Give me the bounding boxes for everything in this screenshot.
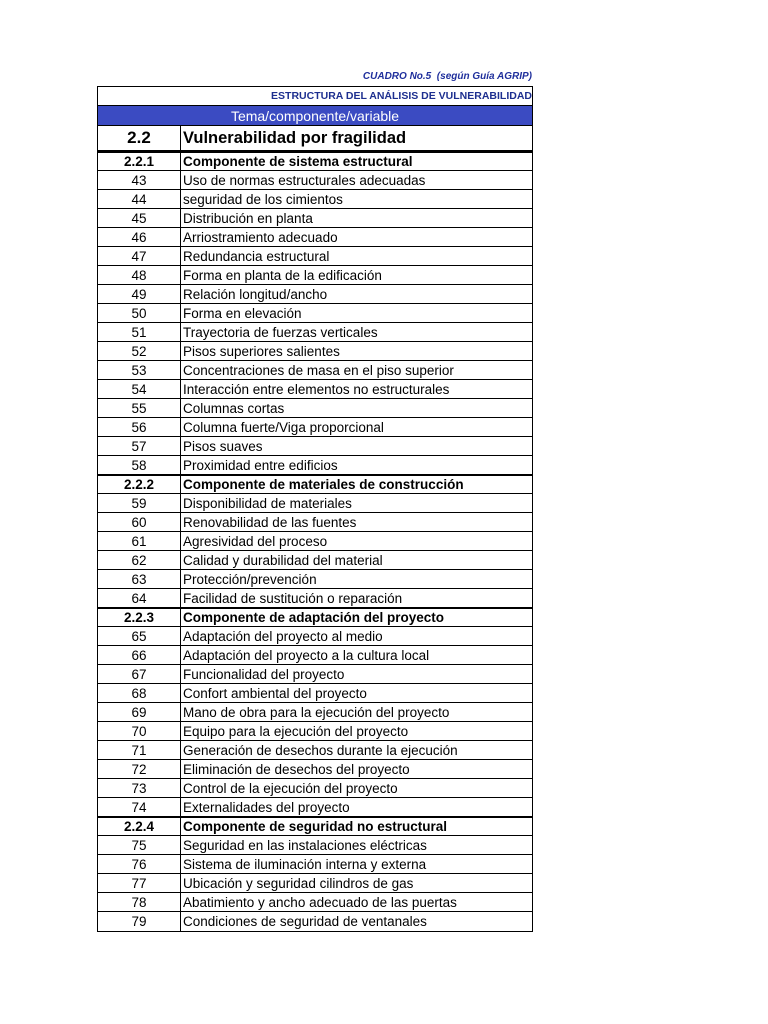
item-label: Renovabilidad de las fuentes	[183, 515, 357, 530]
table-row	[98, 722, 532, 741]
table-row	[98, 627, 532, 646]
table-row	[98, 551, 532, 570]
vulnerability-table	[97, 86, 533, 932]
item-label: Interacción entre elementos no estructurales	[183, 382, 450, 397]
item-code: 73	[98, 779, 181, 797]
item-code: 79	[98, 912, 181, 931]
item-label: Condiciones de seguridad de ventanales	[183, 914, 427, 929]
item-label: Facilidad de sustitución o reparación	[183, 591, 403, 606]
table-row	[98, 418, 532, 437]
table-row	[98, 741, 532, 760]
item-code: 52	[98, 342, 181, 360]
item-label: Arriostramiento adecuado	[183, 230, 338, 245]
item-label: Distribución en planta	[183, 211, 313, 226]
section-label: Componente de adaptación del proyecto	[183, 610, 445, 625]
item-label: Relación longitud/ancho	[183, 287, 328, 302]
item-label: Trayectoria de fuerzas verticales	[183, 325, 378, 340]
item-label: Mano de obra para la ejecución del proyecto	[183, 705, 450, 720]
section-label: Componente de seguridad no estructural	[183, 819, 448, 834]
item-label: Agresividad del proceso	[183, 534, 328, 549]
table-row	[98, 266, 532, 285]
table-row	[98, 513, 532, 532]
table-row	[98, 209, 532, 228]
table-row	[98, 494, 532, 513]
item-label: Equipo para la ejecución del proyecto	[183, 724, 409, 739]
section-code: 2.2.4	[98, 817, 181, 835]
item-label: Adaptación del proyecto al medio	[183, 629, 383, 644]
table-row	[98, 779, 532, 798]
table-row	[98, 836, 532, 855]
item-code: 70	[98, 722, 181, 740]
table-row	[98, 285, 532, 304]
item-label: Redundancia estructural	[183, 249, 330, 264]
table-row	[98, 912, 532, 931]
item-code: 56	[98, 418, 181, 436]
table-row	[98, 665, 532, 684]
table-row	[98, 171, 532, 190]
table-body	[98, 152, 532, 931]
item-label: Sistema de iluminación interna y externa	[183, 857, 427, 872]
table-row	[98, 228, 532, 247]
topic-code: 2.2	[98, 126, 181, 150]
section-code: 2.2.1	[98, 152, 181, 170]
item-code: 58	[98, 456, 181, 474]
item-label: Confort ambiental del proyecto	[183, 686, 367, 701]
item-code: 72	[98, 760, 181, 778]
topic-row	[98, 126, 532, 152]
item-code: 77	[98, 874, 181, 892]
table-row	[98, 570, 532, 589]
table-row	[98, 304, 532, 323]
table-row	[98, 361, 532, 380]
item-label: Forma en elevación	[183, 306, 302, 321]
item-code: 54	[98, 380, 181, 398]
table-row	[98, 342, 532, 361]
item-code: 44	[98, 190, 181, 208]
table-row	[98, 532, 532, 551]
topic-label: Vulnerabilidad por fragilidad	[183, 129, 407, 147]
item-code: 78	[98, 893, 181, 911]
item-code: 45	[98, 209, 181, 227]
item-code: 63	[98, 570, 181, 588]
table-row	[98, 760, 532, 779]
table-row	[98, 684, 532, 703]
table-row	[98, 855, 532, 874]
section-row	[98, 152, 532, 171]
table-row	[98, 399, 532, 418]
item-label: Proximidad entre edificios	[183, 458, 338, 473]
item-code: 51	[98, 323, 181, 341]
table-row	[98, 874, 532, 893]
item-code: 64	[98, 589, 181, 607]
item-code: 49	[98, 285, 181, 303]
item-label: Eliminación de desechos del proyecto	[183, 762, 410, 777]
item-label: Uso de normas estructurales adecuadas	[183, 173, 426, 188]
table-row	[98, 247, 532, 266]
table-row	[98, 380, 532, 399]
table-row	[98, 703, 532, 722]
item-code: 57	[98, 437, 181, 455]
item-label: Generación de desechos durante la ejecución	[183, 743, 458, 758]
table-row	[98, 437, 532, 456]
table-row	[98, 190, 532, 209]
item-code: 55	[98, 399, 181, 417]
item-code: 76	[98, 855, 181, 873]
item-code: 66	[98, 646, 181, 664]
item-code: 68	[98, 684, 181, 702]
item-label: Control de la ejecución del proyecto	[183, 781, 398, 796]
item-label: Calidad y durabilidad del material	[183, 553, 383, 568]
item-label: Pisos superiores salientes	[183, 344, 340, 359]
section-label: Componente de materiales de construcción	[183, 477, 464, 492]
item-label: Funcionalidad del proyecto	[183, 667, 345, 682]
section-row	[98, 608, 532, 627]
item-code: 62	[98, 551, 181, 569]
item-code: 43	[98, 171, 181, 189]
table-row	[98, 893, 532, 912]
item-code: 65	[98, 627, 181, 645]
item-label: Columnas cortas	[183, 401, 285, 416]
section-code: 2.2.2	[98, 475, 181, 493]
item-label: Seguridad en las instalaciones eléctricas	[183, 838, 427, 853]
item-label: Externalidades del proyecto	[183, 800, 350, 815]
item-code: 53	[98, 361, 181, 379]
table-row	[98, 323, 532, 342]
table-title: ESTRUCTURA DEL ANÁLISIS DE VULNERABILIDAD	[98, 87, 532, 106]
section-code: 2.2.3	[98, 608, 181, 626]
item-label: Disponibilidad de materiales	[183, 496, 352, 511]
section-label: Componente de sistema estructural	[183, 154, 413, 169]
table-caption: CUADRO No.5 (según Guía AGRIP)	[362, 71, 532, 82]
item-code: 60	[98, 513, 181, 531]
column-header: Tema/componente/variable	[98, 106, 532, 126]
item-code: 47	[98, 247, 181, 265]
section-row	[98, 475, 532, 494]
item-code: 50	[98, 304, 181, 322]
item-label: Ubicación y seguridad cilindros de gas	[183, 876, 414, 891]
item-code: 75	[98, 836, 181, 854]
item-code: 71	[98, 741, 181, 759]
item-label: Abatimiento y ancho adecuado de las puertas	[183, 895, 457, 910]
table-row	[98, 456, 532, 475]
section-row	[98, 817, 532, 836]
item-code: 67	[98, 665, 181, 683]
item-code: 69	[98, 703, 181, 721]
table-row	[98, 589, 532, 608]
item-label: Columna fuerte/Viga proporcional	[183, 420, 384, 435]
item-code: 48	[98, 266, 181, 284]
table-row	[98, 798, 532, 817]
item-code: 46	[98, 228, 181, 246]
item-label: Concentraciones de masa en el piso superior	[183, 363, 454, 378]
item-label: Protección/prevención	[183, 572, 317, 587]
item-label: seguridad de los cimientos	[183, 192, 343, 207]
item-code: 74	[98, 798, 181, 816]
item-code: 61	[98, 532, 181, 550]
item-code: 59	[98, 494, 181, 512]
item-label: Forma en planta de la edificación	[183, 268, 382, 283]
table-row	[98, 646, 532, 665]
item-label: Pisos suaves	[183, 439, 263, 454]
item-label: Adaptación del proyecto a la cultura local	[183, 648, 430, 663]
